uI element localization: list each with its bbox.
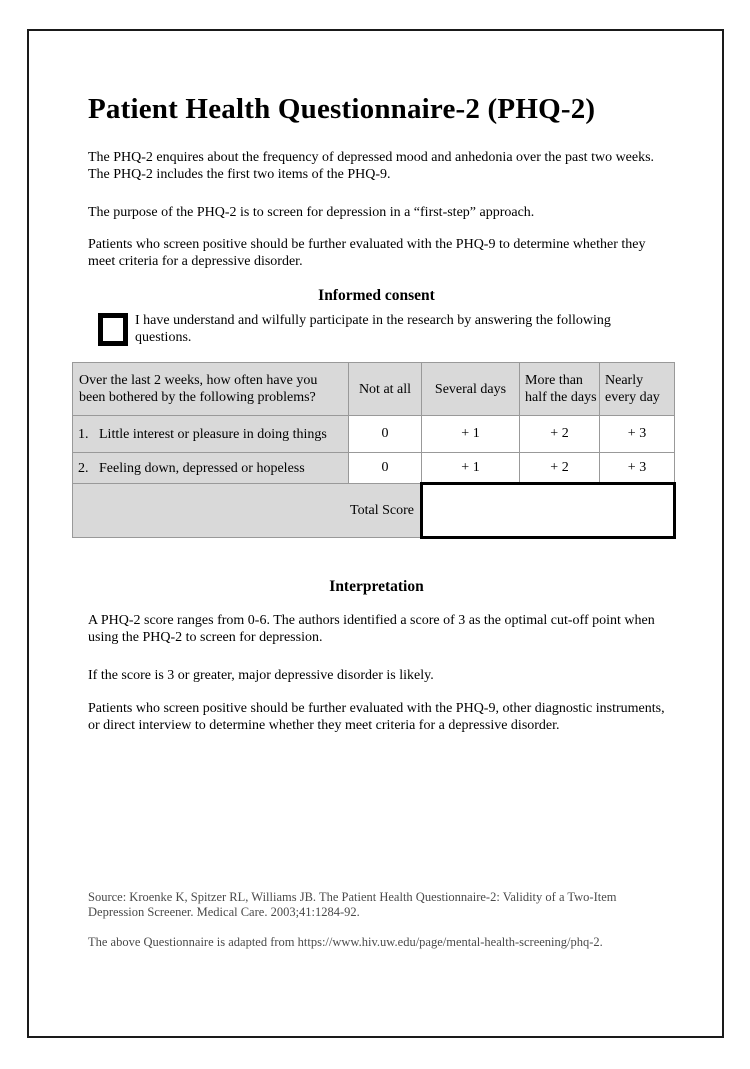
consent-statement: I have understand and wilfully participate in the research by answering the following questions.	[135, 313, 611, 345]
table-header-question: Over the last 2 weeks, how often have you been bothered by the following problems?	[73, 363, 349, 416]
phq2-questionnaire-table	[72, 362, 676, 539]
informed-consent-heading: Informed consent	[318, 287, 435, 304]
question-text: Little interest or pleasure in doing things	[99, 426, 327, 442]
interpretation-paragraph: Patients who screen positive should be further evaluated with the PHQ-9, other diagnostic instruments, or direct interview to determine whether they meet criteria for a depressive disorder.	[88, 701, 665, 733]
column-header-several-days: Several days	[422, 363, 520, 416]
interpretation-paragraph: A PHQ-2 score ranges from 0-6. The authors identified a score of 3 as the optimal cut-off point when using the PHQ-2 to screen for depression.	[88, 613, 655, 645]
score-cell[interactable]: + 2	[520, 416, 600, 453]
source-citation: Source: Kroenke K, Spitzer RL, Williams JB. The Patient Health Questionnaire-2: Validity of a Two-Item Depression Screener. Medical Care. 2003;41:1284-92.	[88, 890, 617, 919]
question-row	[73, 453, 675, 484]
total-score-box[interactable]	[422, 484, 675, 538]
question-cell	[73, 453, 349, 484]
question-text: Feeling down, depressed or hopeless	[99, 460, 305, 476]
total-score-label: Total Score	[73, 484, 422, 538]
interpretation-heading: Interpretation	[329, 578, 424, 595]
total-score-row	[73, 484, 675, 538]
consent-checkbox[interactable]	[98, 313, 128, 346]
column-header-more-than-half-the-days: More than half the days	[520, 363, 600, 416]
intro-paragraph: The PHQ-2 enquires about the frequency of depressed mood and anhedonia over the past two weeks. The PHQ-2 includes the first two items of the PHQ-9.	[88, 150, 655, 182]
score-cell[interactable]: + 2	[520, 453, 600, 484]
column-header-nearly-every-day: Nearly every day	[600, 363, 675, 416]
interpretation-paragraph: If the score is 3 or greater, major depressive disorder is likely.	[88, 668, 434, 683]
intro-paragraph: The purpose of the PHQ-2 is to screen for depression in a “first-step” approach.	[88, 205, 535, 220]
intro-paragraph: Patients who screen positive should be further evaluated with the PHQ-9 to determine whether they meet criteria for a depressive disorder.	[88, 237, 646, 269]
column-header-not-at-all: Not at all	[349, 363, 422, 416]
question-number: 2.	[78, 460, 89, 476]
page-title: Patient Health Questionnaire-2 (PHQ-2)	[88, 93, 596, 125]
score-cell[interactable]: 0	[349, 416, 422, 453]
document-page	[27, 29, 724, 1038]
score-cell[interactable]: + 3	[600, 453, 675, 484]
table-header-row	[73, 363, 675, 416]
question-cell	[73, 416, 349, 453]
score-cell[interactable]: 0	[349, 453, 422, 484]
question-number: 1.	[78, 426, 89, 442]
score-cell[interactable]: + 1	[422, 453, 520, 484]
score-cell[interactable]: + 1	[422, 416, 520, 453]
score-cell[interactable]: + 3	[600, 416, 675, 453]
adapted-from-note: The above Questionnaire is adapted from https://www.hiv.uw.edu/page/mental-health-screening/phq-2.	[88, 935, 603, 949]
consent-row	[88, 312, 665, 346]
question-row	[73, 416, 675, 453]
